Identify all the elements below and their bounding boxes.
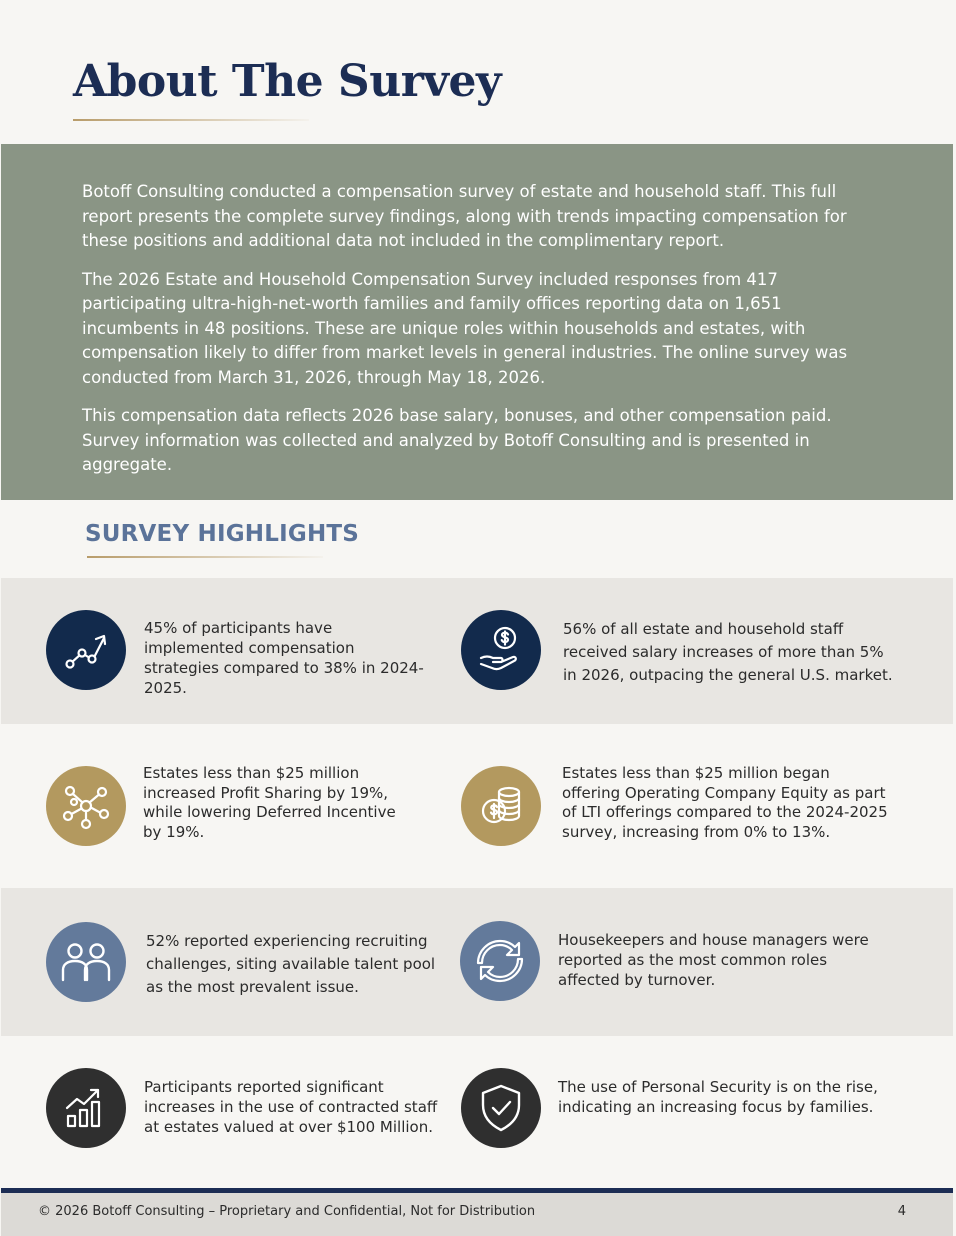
- bar-growth-icon: [46, 1068, 126, 1148]
- highlight-text: 45% of participants have implemented compensation strategies compared to 38% in 2024-2025.: [144, 619, 424, 697]
- highlights-heading: SURVEY HIGHLIGHTS: [85, 521, 360, 547]
- trend-line-icon: [46, 610, 126, 690]
- shield-check-icon: [461, 1068, 541, 1148]
- intro-paragraph: Botoff Consulting conducted a compensation survey of estate and household staff. This full report presents the complete survey findings, along with trends impacting compensation for these positions and additional data not included in the complimentary report.: [82, 182, 847, 250]
- highlight-row: [1, 578, 953, 724]
- highlight-text: 56% of all estate and household staff received salary increases of more than 5% in 2026, outpacing the general U.S. market.: [563, 620, 893, 684]
- page-number: 4: [897, 1204, 906, 1219]
- footer: [1, 1193, 953, 1236]
- footer-copyright: © 2026 Botoff Consulting – Proprietary and Confidential, Not for Distribution: [38, 1204, 536, 1219]
- people-icon: [46, 922, 126, 1002]
- hand-coin-icon: [461, 610, 541, 690]
- highlights-underline: [87, 556, 323, 558]
- intro-paragraph: This compensation data reflects 2026 base salary, bonuses, and other compensation paid. Survey information was collected and analyzed by Botoff Consulting and is presented in aggregate.: [82, 406, 832, 474]
- highlight-row: [1, 888, 953, 1036]
- title-underline: [73, 119, 309, 121]
- highlight-text: Estates less than $25 million increased Profit Sharing by 19%, while lowering Deferred Incentive by 19%.: [143, 764, 396, 841]
- highlight-text: The use of Personal Security is on the rise, indicating an increasing focus by families.: [558, 1078, 878, 1116]
- network-icon: [46, 766, 126, 846]
- highlight-text: Participants reported significant increases in the use of contracted staff at estates valued at over $100 Million.: [144, 1078, 438, 1136]
- refresh-arrows-icon: [460, 921, 540, 1001]
- highlight-row: [1, 1036, 953, 1188]
- intro-paragraph: The 2026 Estate and Household Compensation Survey included responses from 417 participating ultra-high-net-worth families and family offices reporting data on 1,651 incumbents in 48 positions. These are unique roles within households and estates, with compensation likely to differ from market levels in general industries. The online survey was conducted from March 31, 2026, through May 18, 2026.: [82, 269, 848, 387]
- page-title: About The Survey: [73, 56, 502, 107]
- highlight-text: 52% reported experiencing recruiting challenges, siting available talent pool as the most prevalent issue.: [146, 932, 436, 996]
- highlight-text: Estates less than $25 million began offering Operating Company Equity as part of LTI offerings compared to the 2024-2025 survey, increasing from 0% to 13%.: [562, 764, 888, 841]
- highlight-row: [1, 724, 953, 888]
- coin-stack-icon: [461, 766, 541, 846]
- intro-panel: [1, 144, 953, 500]
- highlight-text: Housekeepers and house managers were reported as the most common roles affected by turnover.: [558, 931, 869, 989]
- page: [1, 0, 953, 1236]
